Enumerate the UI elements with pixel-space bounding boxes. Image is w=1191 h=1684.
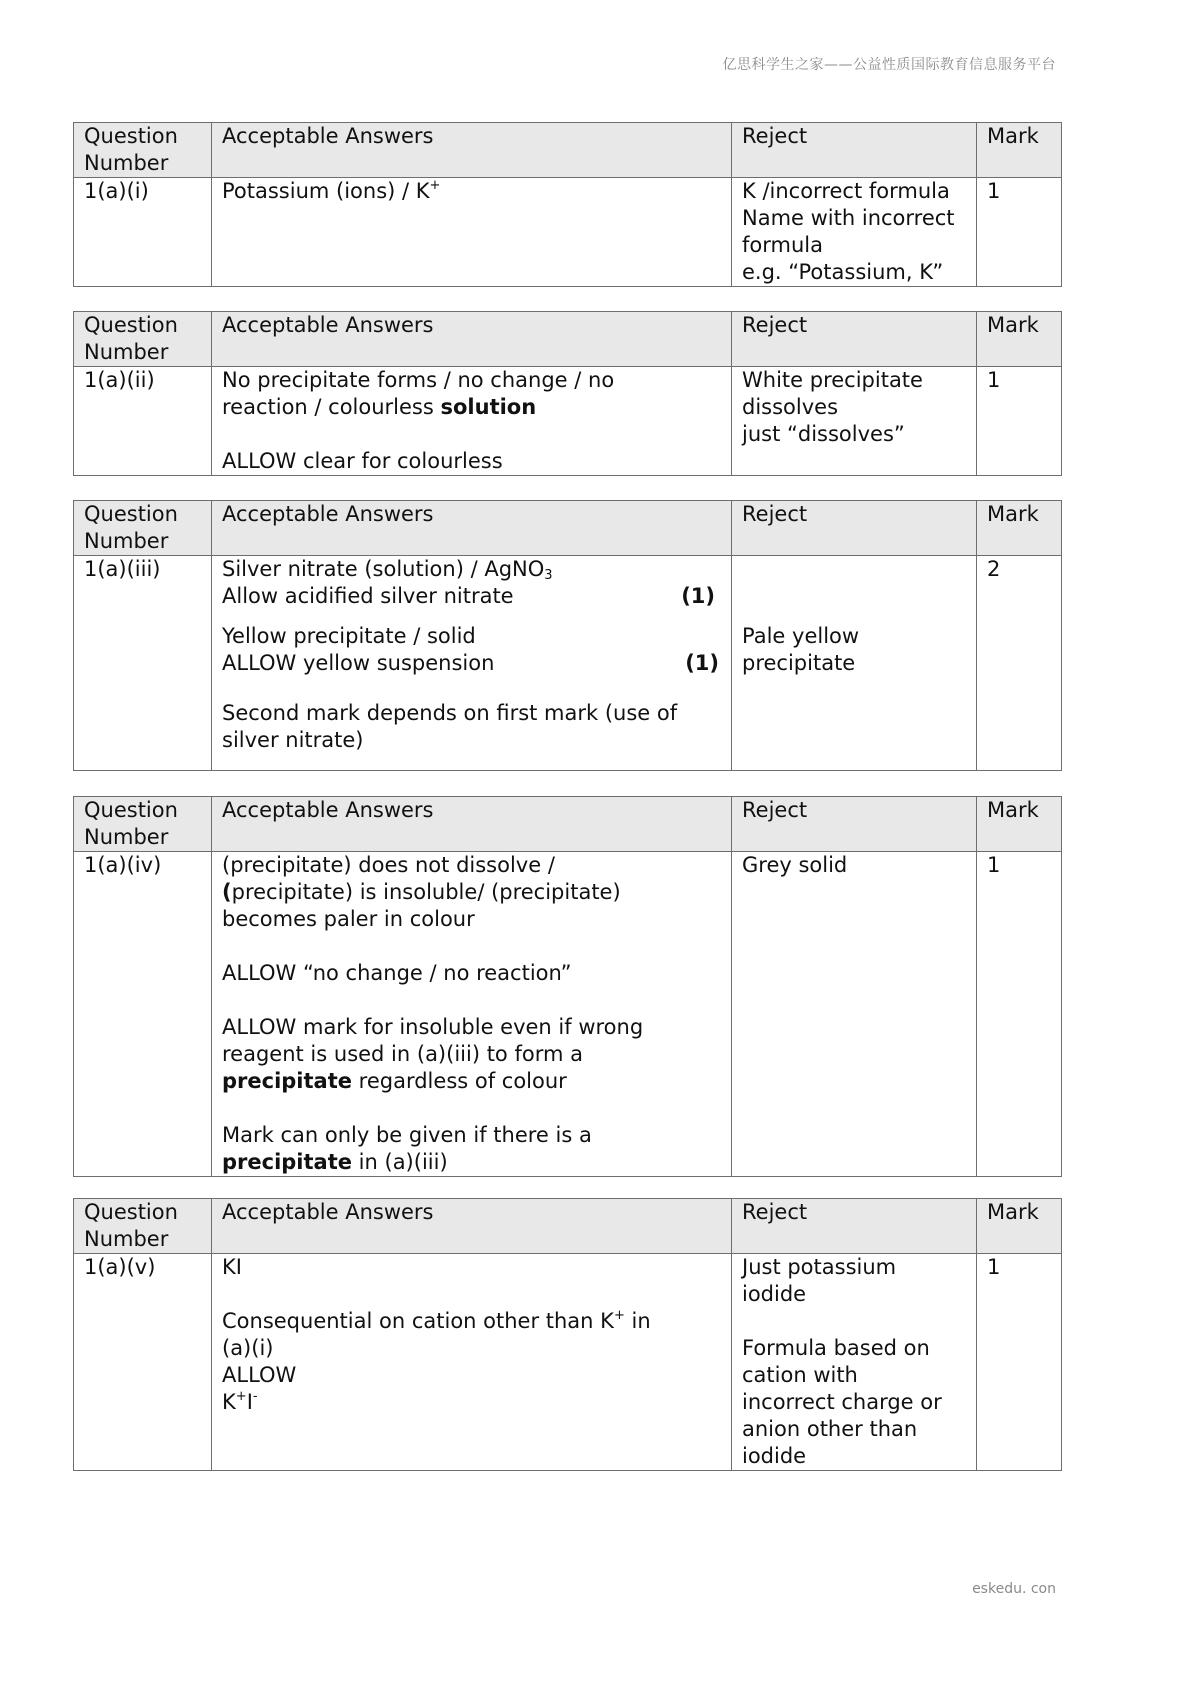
answer-line: ALLOW “no change / no reaction” — [222, 961, 572, 985]
mark-scheme-table-1av — [73, 1198, 1062, 1471]
spacer — [222, 677, 721, 700]
table-row — [74, 852, 1062, 1177]
question-number: 1(a)(v) — [74, 1254, 212, 1471]
answer-line — [222, 1389, 721, 1416]
col-header-reject: Reject — [732, 312, 977, 367]
col-header-question-number — [74, 501, 212, 556]
spacer — [222, 610, 721, 623]
answer-line: ALLOW clear for colourless — [222, 449, 503, 473]
reject-line: formula — [742, 233, 823, 257]
answer-line — [222, 178, 721, 205]
table-header-row — [74, 312, 1062, 367]
col-header-reject: Reject — [732, 1199, 977, 1254]
col-header-mark: Mark — [977, 797, 1062, 852]
answer-line: (a)(i) — [222, 1336, 274, 1360]
answer-text: Consequential on cation other than K — [222, 1309, 614, 1333]
reject-line: K /incorrect formula — [742, 179, 950, 203]
point-marker: (1) — [681, 584, 715, 608]
col-header-question-number — [74, 797, 212, 852]
col-header-acceptable-answers: Acceptable Answers — [212, 312, 732, 367]
table-header-row — [74, 1199, 1062, 1254]
acceptable-answers-cell — [212, 1254, 732, 1471]
answer-emphasis: ( — [222, 880, 232, 904]
col-header-acceptable-answers: Acceptable Answers — [212, 1199, 732, 1254]
answer-emphasis: precipitate — [222, 1150, 352, 1174]
col-header-mark: Mark — [977, 501, 1062, 556]
answer-text: Silver nitrate (solution) / AgNO — [222, 557, 545, 581]
answer-line: becomes paler in colour — [222, 907, 475, 931]
reject-line: Grey solid — [742, 853, 848, 877]
question-number: 1(a)(i) — [74, 178, 212, 287]
mark-value: 2 — [977, 556, 1062, 771]
mark-value: 1 — [977, 1254, 1062, 1471]
table-row — [74, 1254, 1062, 1471]
answer-text: in (a)(iii) — [352, 1150, 448, 1174]
reject-line: just “dissolves” — [742, 422, 905, 446]
answer-text: precipitate) is insoluble/ (precipitate) — [231, 880, 621, 904]
answer-emphasis: solution — [440, 395, 537, 419]
answer-line — [222, 1308, 721, 1335]
col-header-mark: Mark — [977, 1199, 1062, 1254]
mark-value: 1 — [977, 367, 1062, 476]
reject-line: dissolves — [742, 395, 839, 419]
reject-line: anion other than — [742, 1417, 918, 1441]
reject-line: iodide — [742, 1444, 807, 1468]
acceptable-answers-cell — [212, 852, 732, 1177]
question-number: 1(a)(iv) — [74, 852, 212, 1177]
col-header-mark: Mark — [977, 123, 1062, 178]
answer-line — [222, 583, 721, 610]
spacer — [222, 987, 721, 1014]
formula-text: K — [222, 1390, 236, 1414]
formula-text: I — [246, 1390, 253, 1414]
answer-line — [222, 556, 721, 583]
header-label: Question — [84, 1200, 178, 1224]
answer-line — [222, 879, 721, 906]
reject-line: Name with incorrect — [742, 206, 955, 230]
question-number: 1(a)(ii) — [74, 367, 212, 476]
reject-line: White precipitate — [742, 368, 923, 392]
col-header-question-number — [74, 312, 212, 367]
col-header-reject: Reject — [732, 501, 977, 556]
mark-value: 1 — [977, 178, 1062, 287]
col-header-acceptable-answers: Acceptable Answers — [212, 123, 732, 178]
answer-line: KI — [222, 1255, 242, 1279]
spacer — [222, 933, 721, 960]
spacer — [222, 1095, 721, 1122]
answer-line — [222, 394, 721, 421]
table-row — [74, 178, 1062, 287]
acceptable-answers-cell — [212, 556, 732, 771]
acceptable-answers-cell — [212, 178, 732, 287]
answer-line: No precipitate forms / no change / no — [222, 368, 615, 392]
acceptable-answers-cell — [212, 367, 732, 476]
spacer — [222, 1281, 721, 1308]
answer-line: Second mark depends on first mark (use of — [222, 701, 678, 725]
answer-line: (precipitate) does not dissolve / — [222, 853, 555, 877]
mark-scheme-table-1ai — [73, 122, 1062, 287]
mark-scheme-table-1aii — [73, 311, 1062, 476]
table-header-row — [74, 501, 1062, 556]
reject-line: Just potassium — [742, 1255, 897, 1279]
reject-line: precipitate — [742, 651, 856, 675]
reject-cell — [732, 178, 977, 287]
col-header-question-number — [74, 123, 212, 178]
answer-line — [222, 1149, 721, 1176]
answer-line — [222, 1068, 721, 1095]
reject-line: e.g. “Potassium, K” — [742, 260, 944, 284]
header-label: Number — [84, 1227, 169, 1251]
answer-text: Potassium (ions) / K — [222, 179, 430, 203]
site-footer-text: eskedu. con — [972, 1581, 1056, 1597]
reject-cell — [732, 852, 977, 1177]
col-header-reject: Reject — [732, 123, 977, 178]
question-number: 1(a)(iii) — [74, 556, 212, 771]
header-label: Number — [84, 151, 169, 175]
reject-cell — [732, 556, 977, 771]
header-label: Question — [84, 798, 178, 822]
header-label: Question — [84, 124, 178, 148]
superscript: + — [613, 1308, 625, 1323]
answer-line: silver nitrate) — [222, 728, 364, 752]
point-marker: (1) — [685, 651, 719, 675]
reject-line: iodide — [742, 1282, 807, 1306]
col-header-acceptable-answers: Acceptable Answers — [212, 501, 732, 556]
mark-value: 1 — [977, 852, 1062, 1177]
answer-emphasis: precipitate — [222, 1069, 352, 1093]
site-header-text: 亿思科学生之家——公益性质国际教育信息服务平台 — [722, 57, 1056, 73]
answer-text: reaction / colourless — [222, 395, 441, 419]
answer-line: Mark can only be given if there is a — [222, 1123, 592, 1147]
answer-line: reagent is used in (a)(iii) to form a — [222, 1042, 583, 1066]
col-header-reject: Reject — [732, 797, 977, 852]
answer-text: Allow acidified silver nitrate — [222, 584, 514, 608]
answer-text: in — [624, 1309, 651, 1333]
subscript: 3 — [544, 568, 553, 583]
header-label: Number — [84, 825, 169, 849]
spacer — [742, 1308, 966, 1335]
mark-scheme-table-1aiii — [73, 500, 1062, 771]
table-row — [74, 556, 1062, 771]
answer-line: ALLOW — [222, 1363, 297, 1387]
answer-text: regardless of colour — [352, 1069, 567, 1093]
col-header-acceptable-answers: Acceptable Answers — [212, 797, 732, 852]
superscript: + — [429, 178, 441, 193]
col-header-mark: Mark — [977, 312, 1062, 367]
header-label: Number — [84, 529, 169, 553]
reject-line: cation with — [742, 1363, 858, 1387]
table-header-row — [74, 123, 1062, 178]
reject-cell — [732, 1254, 977, 1471]
header-label: Number — [84, 340, 169, 364]
reject-line: Formula based on — [742, 1336, 930, 1360]
superscript: - — [252, 1389, 258, 1404]
reject-cell — [732, 367, 977, 476]
answer-line: Yellow precipitate / solid — [222, 624, 476, 648]
reject-line: incorrect charge or — [742, 1390, 942, 1414]
header-label: Question — [84, 313, 178, 337]
answer-line — [222, 650, 721, 677]
table-header-row — [74, 797, 1062, 852]
mark-scheme-table-1aiv — [73, 796, 1062, 1177]
spacer — [742, 556, 966, 623]
reject-line: Pale yellow — [742, 624, 860, 648]
col-header-question-number — [74, 1199, 212, 1254]
answer-text: ALLOW yellow suspension — [222, 651, 495, 675]
table-row — [74, 367, 1062, 476]
answer-line: ALLOW mark for insoluble even if wrong — [222, 1015, 644, 1039]
superscript: + — [235, 1389, 247, 1404]
header-label: Question — [84, 502, 178, 526]
spacer — [222, 421, 721, 448]
